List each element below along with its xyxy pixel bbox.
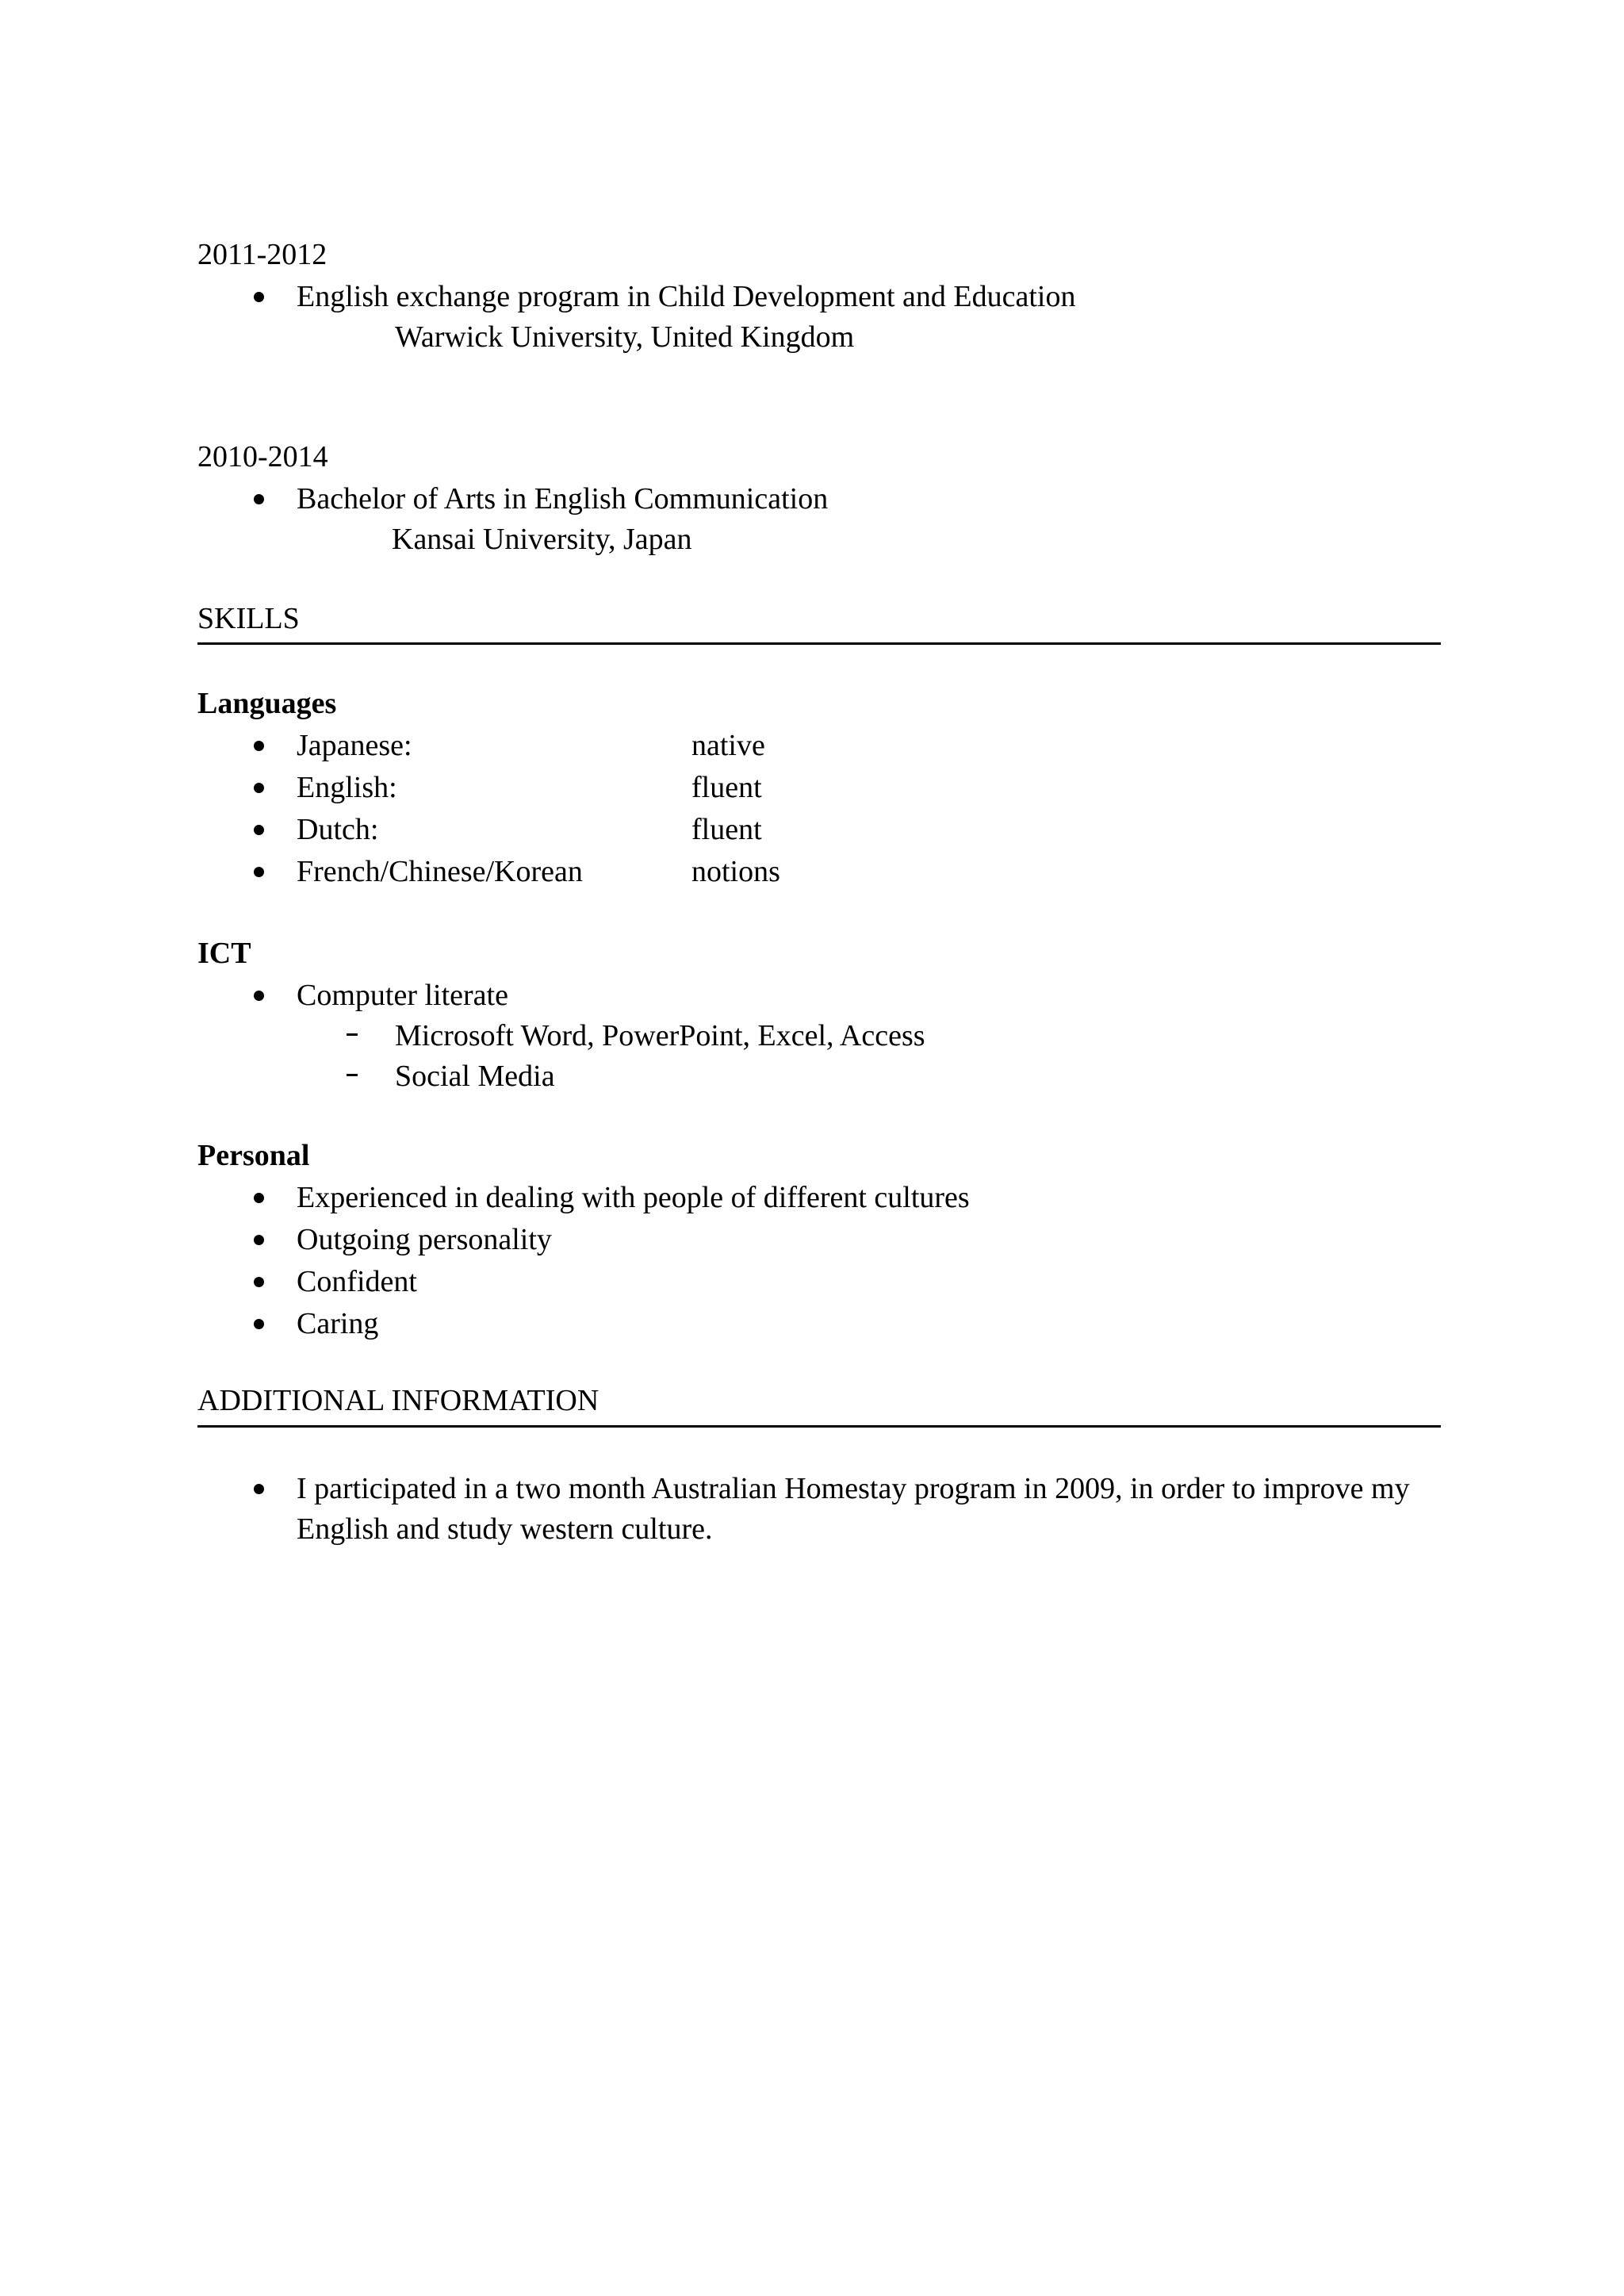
language-level: fluent: [691, 771, 762, 804]
ict-subitem: Social Media: [395, 1060, 555, 1093]
ict-item: Computer literate: [297, 979, 508, 1012]
language-name: French/Chinese/Korean: [297, 855, 583, 888]
language-level: fluent: [691, 813, 762, 846]
additional-heading: ADDITIONAL INFORMATION: [197, 1384, 599, 1417]
education-institution-1: Warwick University, United Kingdom: [395, 320, 855, 354]
bullet-icon: [254, 783, 264, 793]
language-name: English:: [297, 771, 397, 804]
bullet-icon: [254, 292, 264, 302]
bullet-icon: [254, 867, 264, 877]
bullet-icon: [254, 991, 264, 1001]
personal-item: Caring: [297, 1307, 379, 1340]
bullet-icon: [254, 1484, 264, 1494]
bullet-icon: [254, 741, 264, 751]
language-name: Dutch:: [297, 813, 379, 846]
dash-icon: [347, 1033, 358, 1036]
additional-line: English and study western culture.: [297, 1512, 713, 1546]
language-name: Japanese:: [297, 729, 412, 762]
education-years-2: 2010-2014: [197, 440, 328, 473]
bullet-icon: [254, 1235, 264, 1245]
bullet-icon: [254, 825, 264, 835]
section-divider: [197, 1425, 1441, 1428]
additional-line: I participated in a two month Australian Homestay program in 2009, in order to improve my: [297, 1472, 1410, 1505]
personal-item: Outgoing personality: [297, 1223, 552, 1256]
bullet-icon: [254, 1193, 264, 1203]
dash-icon: [347, 1074, 358, 1076]
bullet-icon: [254, 1277, 264, 1287]
skills-heading: SKILLS: [197, 602, 300, 635]
languages-heading: Languages: [197, 687, 337, 720]
education-program-1: English exchange program in Child Development and Education: [297, 280, 1076, 313]
personal-item: Experienced in dealing with people of different cultures: [297, 1181, 970, 1214]
education-program-2: Bachelor of Arts in English Communication: [297, 482, 829, 516]
section-divider: [197, 642, 1441, 645]
education-years-1: 2011-2012: [197, 238, 327, 271]
education-institution-2: Kansai University, Japan: [392, 523, 692, 556]
ict-heading: ICT: [197, 937, 251, 970]
bullet-icon: [254, 1319, 264, 1329]
ict-subitem: Microsoft Word, PowerPoint, Excel, Access: [395, 1019, 925, 1052]
personal-heading: Personal: [197, 1139, 310, 1172]
personal-item: Confident: [297, 1265, 417, 1298]
language-level: notions: [691, 855, 780, 888]
language-level: native: [691, 729, 765, 762]
bullet-icon: [254, 494, 264, 504]
